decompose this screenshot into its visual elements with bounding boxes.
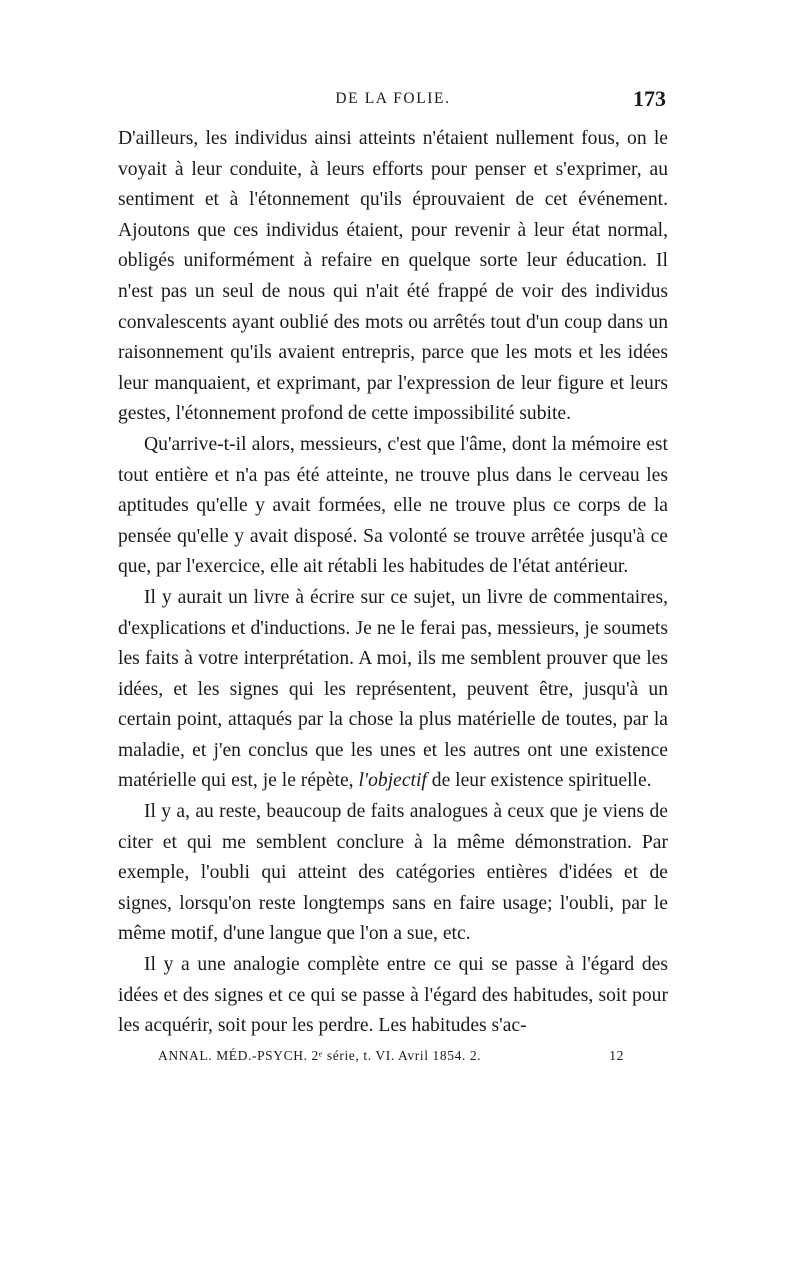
paragraph: Il y a, au reste, beaucoup de faits analogues à ceux que je viens de citer et qui me semblent conclure à la même démonstration. Par exemple, l'oubli qui atteint des catégories entières d'idées et de signes, lorsqu'on reste longtemps sans en faire usage; l'oubli, par le même motif, d'une langue que l'on a sue, etc. bbox=[118, 801, 668, 945]
paragraph: Qu'arrive-t-il alors, messieurs, c'est que l'âme, dont la mémoire est tout entière et n'a pas été atteinte, ne trouve plus dans le cerveau les aptitudes qu'elle y avait formées, elle ne trouve plus ce corps de la pensée qu'elle y avait disposé. Sa volonté se trouve arrêtée jusqu'à ce que, par l'exercice, elle ait rétabli les habitudes de l'état antérieur. bbox=[118, 433, 668, 578]
running-head bbox=[118, 88, 668, 124]
paragraph: D'ailleurs, les individus ainsi atteints n'étaient nullement fous, on le voyait à leur conduite, à leurs efforts pour penser et s'exprimer, au sentiment et à l'étonnement qu'ils éprouvaient de cet événement. Ajoutons que ces individus étaient, pour revenir à leur état normal, obligés uniformément à refaire en quelque sorte leur éducation. Il n'est pas un seul de nous qui n'ait été frappé de voir des individus convalescents ayant oublié des mots ou arrêtés tout d'un coup dans un raisonnement qu'ils avaient entrepris, parce que les mots et les idées leur manquaient, et exprimant, par l'expression de leur figure et leurs gestes, l'étonnement profond de cette impossibilité subite. bbox=[118, 128, 668, 425]
paragraph-text: de leur existence spirituelle. bbox=[426, 770, 652, 792]
running-title: DE LA FOLIE. bbox=[335, 90, 451, 107]
body-text bbox=[118, 124, 668, 1042]
page-footer bbox=[118, 1048, 668, 1072]
journal-reference: ANNAL. MÉD.-PSYCH. 2ᵉ série, t. VI. Avril 1854. 2. bbox=[158, 1047, 482, 1063]
book-page bbox=[118, 88, 668, 1072]
paragraph: Il y a une analogie complète entre ce qui se passe à l'égard des idées et des signes et ce qui se passe à l'égard des habitudes, soit pour les acquérir, soit pour les perdre. Les habitudes s'ac- bbox=[118, 954, 668, 1037]
italic-term: l'objectif bbox=[358, 770, 427, 792]
paragraph bbox=[118, 583, 668, 797]
signature-mark: 12 bbox=[609, 1047, 624, 1063]
page-number: 173 bbox=[633, 86, 666, 111]
paragraph-text: Il y aurait un livre à écrire sur ce sujet, un livre de commentaires, d'explications et d'inductions. Je ne le ferai pas, messieurs, je soumets les faits à votre interprétation. A moi, ils me semblent prouver que les idées, et les signes qui les représentent, peuvent être, jusqu'à un certain point, attaqués par la chose la plus matérielle de toutes, par la maladie, et j'en conclus que les unes et les autres ont une existence matérielle qui est, je le répète, bbox=[118, 586, 668, 792]
